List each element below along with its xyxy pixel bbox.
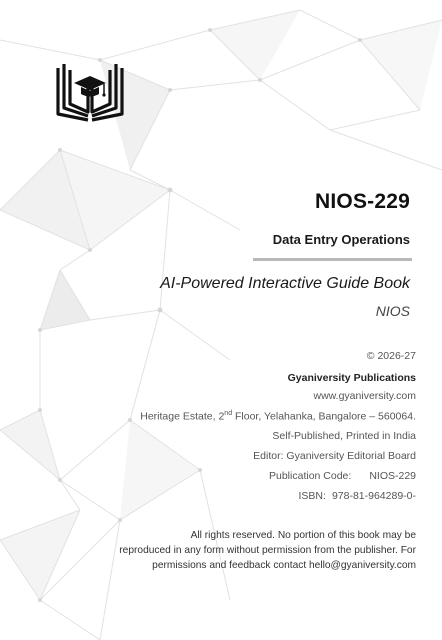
open-book-graduation-cap-icon (50, 56, 130, 126)
printed-note: Self-Published, Printed in India (272, 430, 416, 442)
publisher-name: Gyaniversity Publications (287, 372, 416, 384)
publisher-address (140, 410, 416, 423)
address-superscript: nd (224, 410, 233, 417)
address-prefix: Heritage Estate, 2 (140, 410, 225, 423)
rights-line-1: All rights reserved. No portion of this book may be (190, 530, 416, 541)
isbn-value: 978-81-964289-0- (331, 490, 416, 502)
copyright-text: © 2026-27 (366, 350, 416, 362)
publisher-website: www.gyaniversity.com (313, 390, 416, 402)
title-divider (253, 258, 412, 261)
series-title: AI-Powered Interactive Guide Book (160, 275, 410, 292)
rights-line-2: reproduced in any form without permission from the publisher. For (119, 545, 416, 556)
publication-code-label: Publication Code: (269, 470, 352, 482)
address-suffix: Floor, Yelahanka, Bangalore – 560064. (232, 410, 416, 423)
editor-credit: Editor: Gyaniversity Editorial Board (253, 450, 416, 462)
publication-code-value: NIOS-229 (369, 470, 416, 482)
course-code-title: NIOS-229 (315, 190, 410, 213)
isbn-label: ISBN: (298, 490, 326, 502)
publication-code (269, 470, 416, 482)
isbn (299, 490, 417, 502)
board-name: NIOS (375, 303, 410, 319)
rights-line-3: permissions and feedback contact hello@gyaniversity.com (152, 560, 416, 571)
rights-notice (76, 528, 416, 573)
subject-title: Data Entry Operations (272, 232, 410, 247)
